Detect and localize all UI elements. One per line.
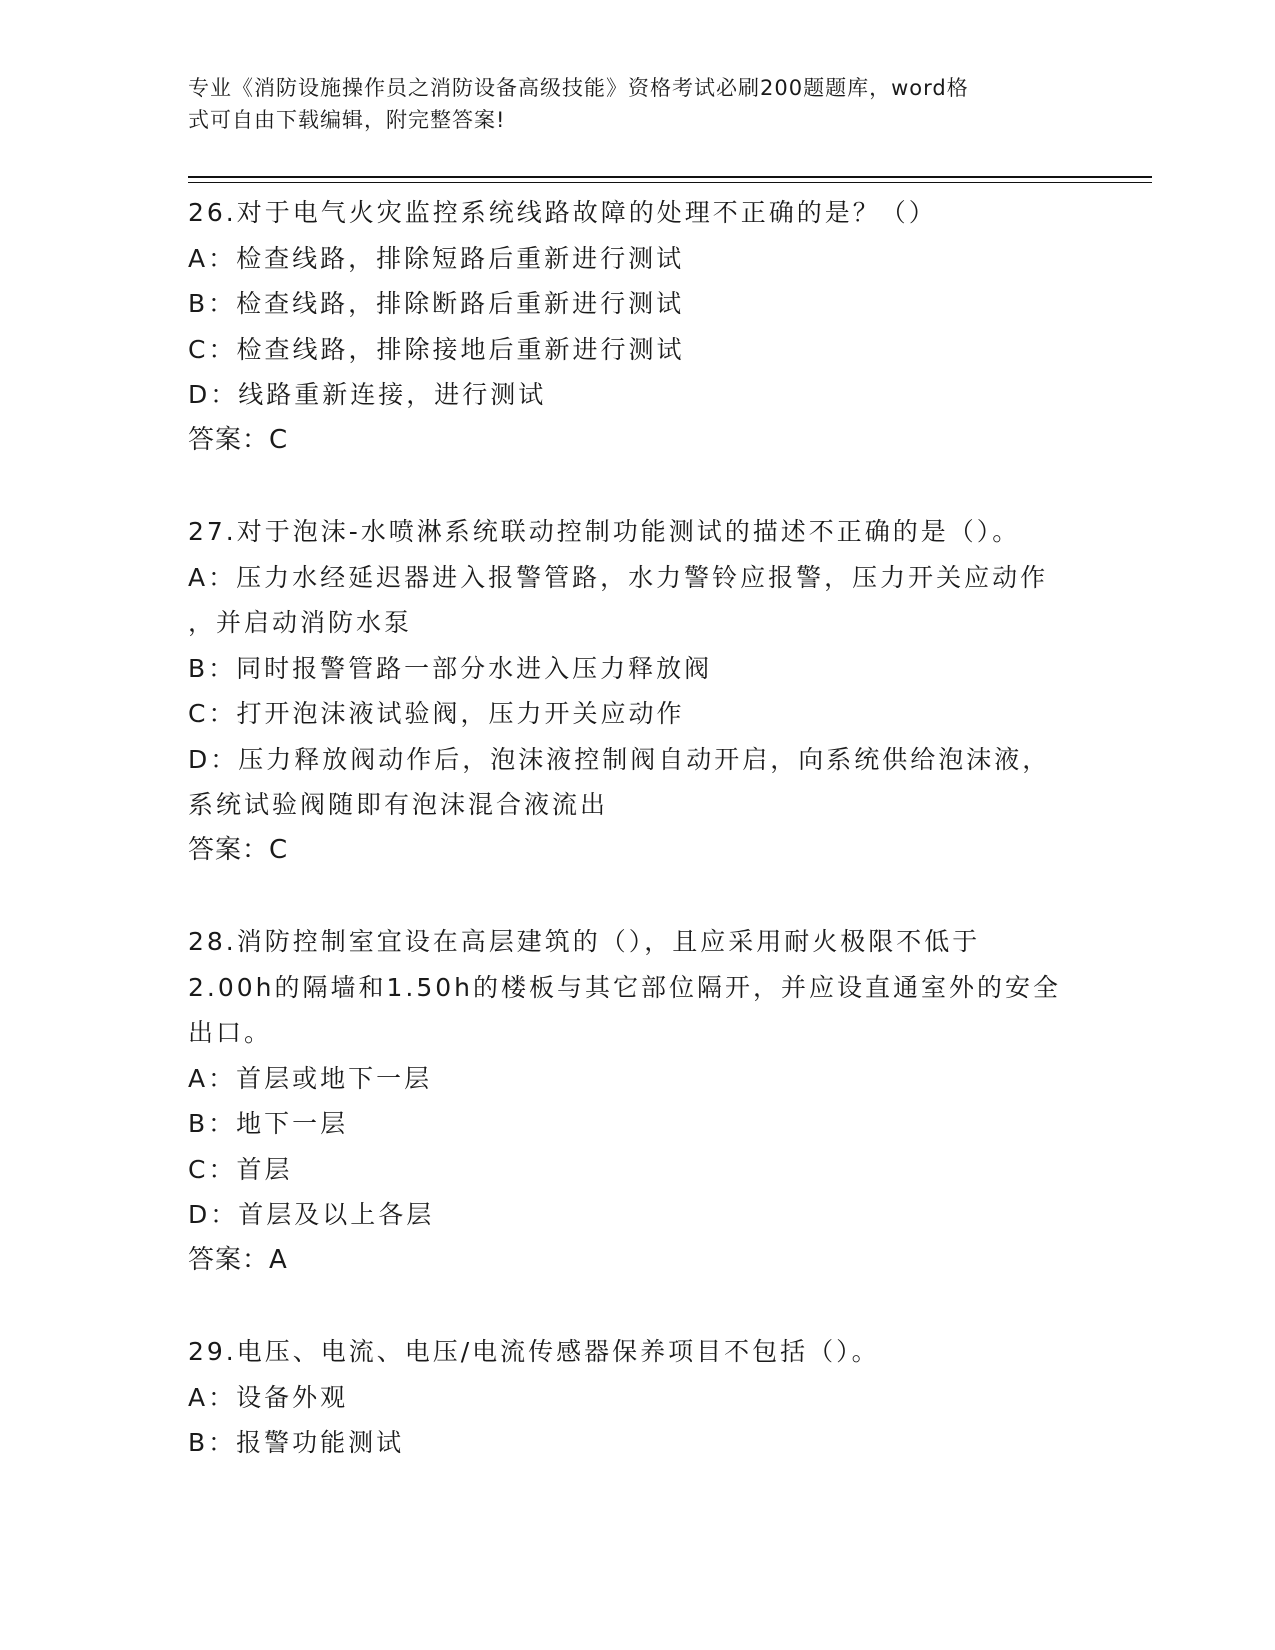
option-c: C：打开泡沫液试验阀，压力开关应动作: [188, 699, 685, 728]
header-rule-thin: [188, 182, 1152, 183]
option-d-continued: 系统试验阀随即有泡沫混合液流出: [188, 790, 609, 819]
option-a: A：检查线路，排除短路后重新进行测试: [188, 243, 685, 273]
option-a-continued: ，并启动消防水泵: [188, 608, 413, 637]
answer: 答案：A: [188, 1244, 288, 1275]
question-stem: 28.消防控制室宜设在高层建筑的（），且应采用耐火极限不低于: [188, 927, 981, 956]
option-b: B：检查线路，排除断路后重新进行测试: [188, 289, 685, 318]
question-stem-continued: 2.00h的隔墙和1.50h的楼板与其它部位隔开，并应设直通室外的安全: [188, 972, 1062, 1002]
question-28: [188, 919, 1088, 1283]
header-line-1: 专业《消防设施操作员之消防设备高级技能》资格考试必刷200题题库，word格: [188, 76, 969, 100]
question-stem: 29.电压、电流、电压/电流传感器保养项目不包括（）。: [188, 1337, 880, 1366]
option-b: B：同时报警管路一部分水进入压力释放阀: [188, 653, 713, 683]
option-b: B：报警功能测试: [188, 1428, 405, 1457]
option-d: D：压力释放阀动作后，泡沫液控制阀自动开启，向系统供给泡沫液，: [188, 744, 1051, 774]
header-rule-thick: [188, 176, 1152, 178]
option-d: D：线路重新连接，进行测试: [188, 380, 547, 409]
question-stem-continued: 出口。: [188, 1018, 273, 1047]
question-26: [188, 190, 1088, 463]
answer: 答案：C: [188, 834, 289, 865]
option-c: C：首层: [188, 1154, 293, 1184]
question-29: [188, 1329, 1088, 1466]
question-list: [188, 190, 1088, 1512]
header-line-2: 式可自由下载编辑，附完整答案!: [188, 108, 506, 132]
question-stem: 26.对于电气火灾监控系统线路故障的处理不正确的是？（）: [188, 198, 937, 227]
document-header: [188, 72, 1068, 136]
option-a: A：设备外观: [188, 1382, 349, 1412]
option-d: D：首层及以上各层: [188, 1200, 435, 1229]
question-27: [188, 509, 1088, 873]
question-stem: 27.对于泡沫-水喷淋系统联动控制功能测试的描述不正确的是（）。: [188, 517, 1021, 546]
option-a: A：压力水经延迟器进入报警管路，水力警铃应报警，压力开关应动作: [188, 562, 1049, 592]
answer: 答案：C: [188, 424, 289, 455]
option-b: B：地下一层: [188, 1109, 349, 1138]
option-c: C：检查线路，排除接地后重新进行测试: [188, 334, 685, 364]
option-a: A：首层或地下一层: [188, 1063, 433, 1093]
